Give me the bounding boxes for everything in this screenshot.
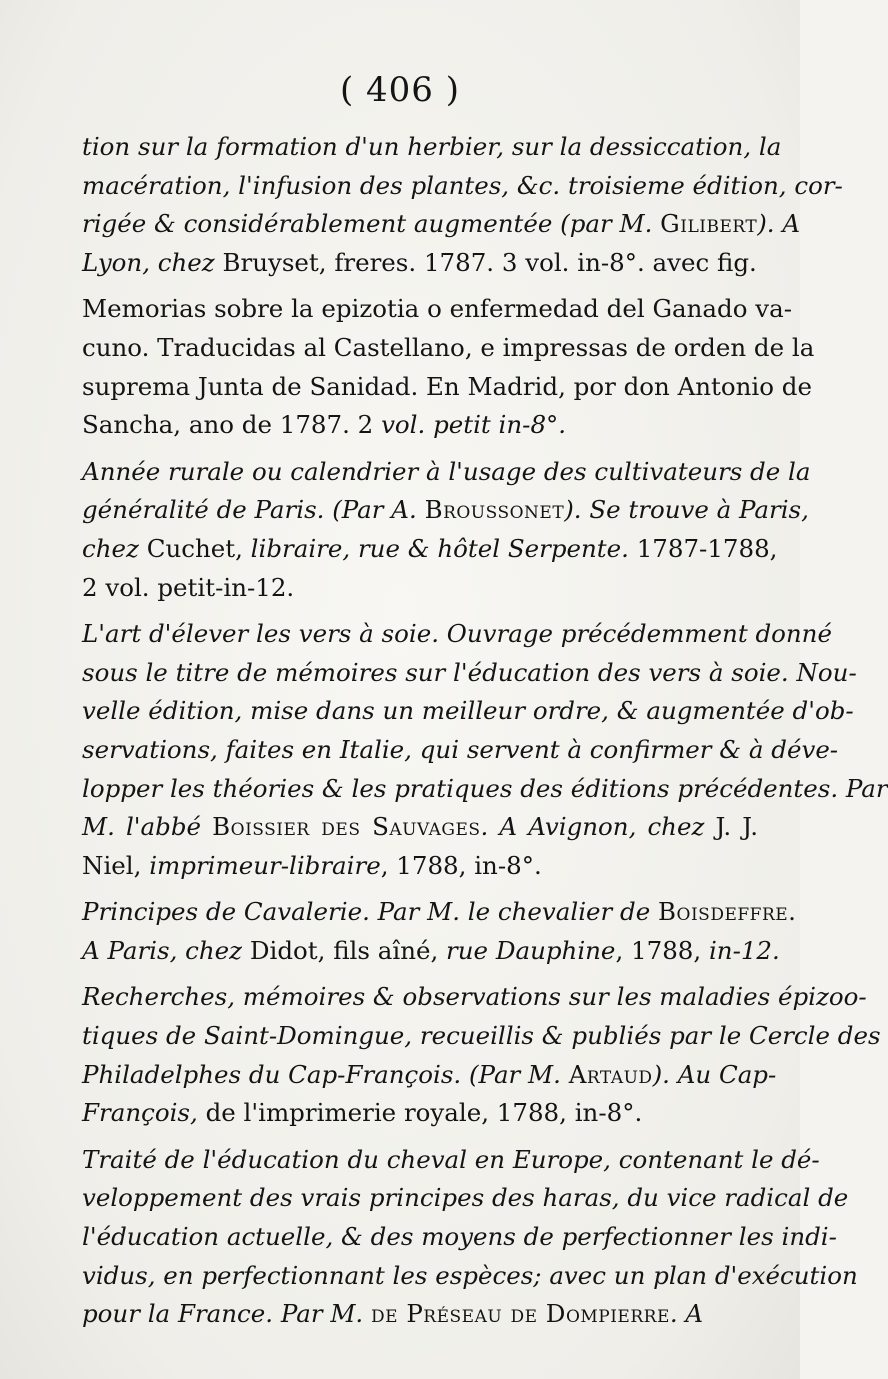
- text-line: [82, 290, 792, 329]
- text-line: [82, 205, 801, 244]
- text-segment: sous le titre de mémoires sur l'éducation des vers à soie. Nou-: [82, 657, 857, 687]
- author-name: Boisdeffre: [658, 897, 789, 927]
- text-segment: tion sur la formation d'un herbier, sur la dessiccation, la: [82, 132, 782, 161]
- author-name: Boissier des Sauvages: [212, 812, 481, 842]
- bibliography-entry: [82, 290, 815, 444]
- text-segment: Cuchet,: [146, 533, 251, 563]
- author-name: Gilibert: [660, 209, 758, 239]
- text-segment: J. J.: [715, 812, 759, 842]
- text-segment: ). Au Cap-: [652, 1059, 777, 1089]
- text-segment: , 1788,: [615, 935, 709, 965]
- text-line: [82, 329, 815, 368]
- text-line: [82, 847, 758, 886]
- text-segment: , 1788, in-8°.: [380, 850, 542, 880]
- text-line: [82, 808, 758, 847]
- text-segment: Niel,: [82, 850, 150, 880]
- text-segment: 2 vol. petit-in-12.: [82, 572, 295, 602]
- text-segment: Sancha, ano de 1787. 2: [82, 410, 382, 440]
- text-segment: l'éducation actuelle, & des moyens de perfectionner les indi-: [82, 1222, 837, 1252]
- text-segment: Philadelphes du Cap-François. (Par M.: [82, 1059, 569, 1089]
- text-segment: M. l'abbé: [82, 812, 213, 842]
- text-line: [82, 128, 782, 167]
- text-segment: velle édition, mise dans un meilleur ordre, & augmentée d'ob-: [82, 696, 854, 726]
- text-line: [82, 770, 888, 809]
- text-line: [82, 491, 809, 530]
- text-line: [82, 1017, 881, 1056]
- bibliography-text: [82, 128, 888, 1334]
- text-line: [82, 1218, 837, 1257]
- text-segment: Lyon, chez: [82, 247, 223, 277]
- text-line: [82, 368, 812, 407]
- text-segment: Recherches, mémoires & observations sur les maladies épizoo-: [82, 982, 867, 1012]
- text-segment: de l'imprimerie royale, 1788, in-8°.: [205, 1098, 643, 1128]
- text-line: [82, 615, 832, 654]
- text-segment: chez: [82, 533, 147, 563]
- text-line: [82, 1056, 777, 1095]
- text-line: [82, 244, 758, 283]
- text-segment: macération, l'infusion des plantes, &c. troisieme édition, cor-: [82, 170, 843, 200]
- text-segment: in-12.: [708, 935, 780, 965]
- text-segment: rigée & considérablement augmentée (par M.: [82, 209, 661, 239]
- text-segment: imprimeur-libraire: [149, 850, 381, 880]
- text-segment: Année rurale ou calendrier à l'usage des cultivateurs de la: [82, 456, 811, 486]
- text-segment: rue Dauphine: [446, 935, 616, 965]
- text-segment: vol. petit in-8°.: [381, 410, 567, 440]
- text-segment: veloppement des vrais principes des haras, du vice radical de: [82, 1183, 849, 1213]
- text-line: [82, 1257, 858, 1296]
- text-segment: Traité de l'éducation du cheval en Europe, contenant le dé-: [82, 1144, 820, 1174]
- text-segment: ). A: [757, 209, 801, 239]
- author-name: de Préseau de Dompierre: [371, 1299, 670, 1329]
- text-line: [82, 1179, 849, 1218]
- author-name: Artaud: [568, 1059, 653, 1089]
- text-segment: ). Se trouve à Paris,: [564, 495, 809, 525]
- text-line: [82, 406, 758, 445]
- bibliography-entry: [82, 1141, 858, 1334]
- text-line: [82, 692, 854, 731]
- text-segment: Didot, fils aîné,: [249, 935, 447, 965]
- text-segment: 1787-1788,: [636, 533, 778, 563]
- text-segment: . A Avignon, chez: [480, 812, 716, 842]
- author-name: Broussonet: [424, 495, 565, 525]
- bibliography-entry: [82, 453, 811, 607]
- bibliography-entry: [82, 128, 843, 282]
- text-line: [82, 1295, 758, 1334]
- text-segment: Principes de Cavalerie. Par M. le chevalier de: [82, 897, 659, 927]
- page-number: ( 406 ): [339, 70, 461, 110]
- text-line: [82, 654, 857, 693]
- text-line: [82, 1094, 758, 1133]
- text-line: [82, 167, 843, 206]
- text-line: [82, 530, 778, 569]
- text-segment: A Paris, chez: [82, 935, 250, 965]
- text-segment: .: [788, 897, 796, 927]
- text-segment: cuno. Traducidas al Castellano, e impressas de orden de la: [82, 332, 815, 362]
- text-segment: François,: [82, 1098, 206, 1128]
- bibliography-entry: [82, 978, 881, 1132]
- text-line: [82, 893, 796, 932]
- text-segment: lopper les théories & les pratiques des éditions précédentes. Par: [82, 773, 888, 803]
- text-segment: libraire, rue & hôtel Serpente.: [250, 533, 637, 563]
- text-segment: Memorias sobre la epizotia o enfermedad del Ganado va-: [82, 294, 792, 324]
- text-line: [82, 453, 811, 492]
- text-segment: . A: [669, 1299, 704, 1329]
- text-segment: Bruyset, freres. 1787. 3 vol. in-8°. avec fig.: [222, 247, 757, 277]
- bibliography-entry: [82, 893, 796, 970]
- text-segment: généralité de Paris. (Par A.: [82, 495, 425, 525]
- bibliography-entry: [82, 615, 888, 885]
- text-line: [82, 1141, 820, 1180]
- text-segment: suprema Junta de Sanidad. En Madrid, por don Antonio de: [82, 371, 812, 401]
- text-line: [82, 731, 839, 770]
- text-line: [82, 569, 758, 608]
- text-segment: L'art d'élever les vers à soie. Ouvrage précédemment donné: [82, 619, 832, 649]
- text-line: [82, 978, 867, 1017]
- text-segment: tiques de Saint-Domingue, recueillis & publiés par le Cercle des: [82, 1021, 881, 1051]
- text-line: [82, 932, 780, 971]
- text-segment: pour la France. Par M.: [82, 1299, 371, 1329]
- text-segment: servations, faites en Italie, qui servent à confirmer & à déve-: [82, 734, 839, 764]
- text-segment: vidus, en perfectionnant les espèces; avec un plan d'exécution: [82, 1260, 858, 1290]
